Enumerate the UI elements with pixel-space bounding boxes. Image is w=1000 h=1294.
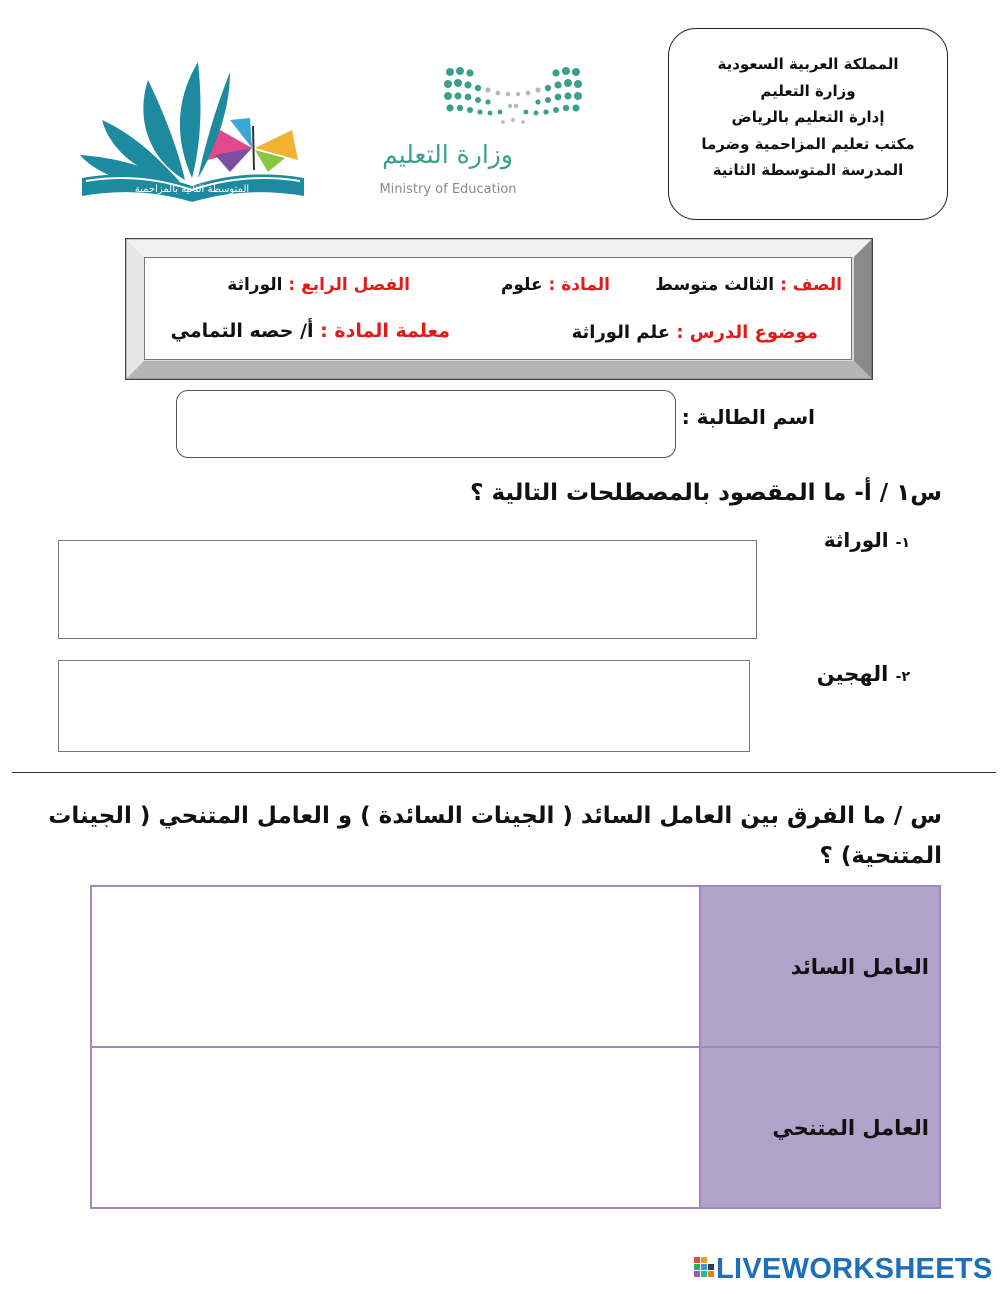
chapter-value: الوراثة — [227, 275, 283, 295]
q2-title-line2: المتنحية) ؟ — [819, 843, 942, 869]
term-label: الوراثة — [823, 528, 889, 552]
header-line-ministry: وزارة التعليم — [760, 81, 856, 100]
hybrid-answer-box[interactable] — [58, 660, 750, 752]
chapter-label: الفصل الرابع : — [288, 275, 410, 295]
q2-title-line1: س / ما الفرق بين العامل السائد ( الجينات السائدة ) و العامل المتنحي ( الجينات — [48, 803, 942, 829]
ministry-name-english: Ministry of Education — [379, 182, 517, 197]
term-number: ٢- — [895, 669, 910, 685]
term-hybrid — [817, 662, 910, 686]
grade-value: الثالث متوسط — [655, 275, 775, 295]
term-label: الهجين — [816, 662, 889, 686]
header-line-office: مكتب تعليم المزاحمية وضرما — [701, 134, 915, 153]
student-name-input[interactable] — [176, 390, 676, 458]
table-row — [91, 886, 940, 1047]
subject-value: علوم — [500, 275, 543, 295]
school-header-box — [668, 28, 948, 220]
teacher-label: معلمة المادة : — [320, 320, 450, 342]
chapter-field — [227, 275, 410, 295]
topic-field — [572, 322, 818, 343]
brand-text: LIVEWORKSHEETS — [716, 1252, 993, 1285]
recessive-factor-label: العامل المتنحي — [700, 1047, 940, 1208]
comparison-table — [90, 885, 941, 1209]
header-line-directorate: إدارة التعليم بالرياض — [731, 108, 885, 126]
teacher-value: أ/ حصه التمامي — [170, 320, 314, 342]
term-number: ١- — [895, 535, 910, 551]
grade-label: الصف : — [780, 275, 842, 295]
lesson-info-panel — [144, 257, 852, 360]
dominant-factor-label: العامل السائد — [700, 886, 940, 1047]
q1-title: س١ / أ- ما المقصود بالمصطلحات التالية ؟ — [470, 480, 942, 506]
header-line-school: المدرسة المتوسطة الثانية — [712, 161, 904, 179]
student-name-label: اسم الطالبة : — [681, 405, 815, 429]
subject-field — [501, 275, 610, 295]
heredity-answer-box[interactable] — [58, 540, 757, 639]
school-logo-icon — [80, 60, 305, 205]
subject-label: المادة : — [548, 275, 610, 295]
grade-field — [655, 275, 842, 295]
school-logo-caption: المتوسطة الثانية بالمزاحمية — [134, 184, 250, 195]
section-divider — [12, 772, 996, 773]
teacher-field — [171, 320, 450, 342]
ministry-name-arabic: وزارة التعليم — [382, 140, 513, 169]
liveworksheets-logo-icon — [694, 1257, 716, 1281]
topic-value: علم الوراثة — [571, 322, 671, 343]
dominant-answer-cell[interactable] — [91, 886, 700, 1047]
term-heredity — [824, 528, 910, 552]
header-line-country: المملكة العربية السعودية — [717, 55, 899, 73]
recessive-answer-cell[interactable] — [91, 1047, 700, 1208]
table-row — [91, 1047, 940, 1208]
liveworksheets-brand[interactable] — [694, 1253, 993, 1285]
topic-label: موضوع الدرس : — [676, 322, 818, 343]
